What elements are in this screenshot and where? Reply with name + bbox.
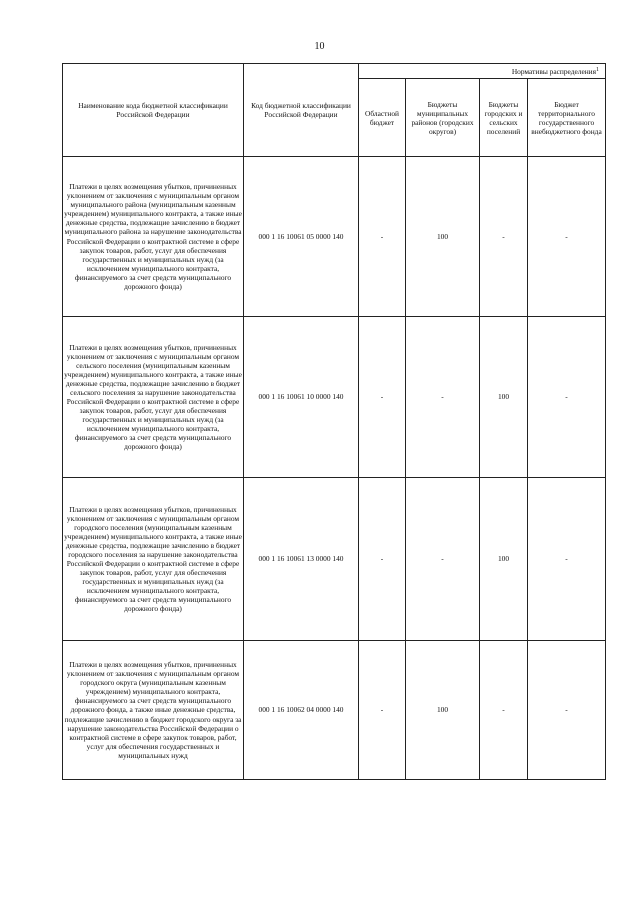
row-extra-budget: -	[528, 157, 606, 317]
row-code: 000 1 16 10061 10 0000 140	[244, 317, 359, 478]
row-urban-rural: 100	[480, 317, 528, 478]
header-norms-group	[359, 64, 606, 79]
row-regional: -	[359, 641, 406, 780]
header-extra-budget: Бюджет территориального государственного внебюджетного фонда	[528, 79, 606, 157]
row-urban-rural: 100	[480, 478, 528, 641]
row-regional: -	[359, 317, 406, 478]
row-urban-rural: -	[480, 641, 528, 780]
page-number: 10	[314, 41, 325, 52]
row-code: 000 1 16 10061 05 0000 140	[244, 157, 359, 317]
row-municipal: 100	[406, 157, 480, 317]
row-extra-budget: -	[528, 641, 606, 780]
row-name: Платежи в целях возмещения убытков, причиненных уклонением от заключения с муниципальным органом городского округа (муниципальным казенным учреждением) муниципального контракта, финансируемого за счет средств муниципального дорожного фонда, а также иные денежные средства, подлежащие зачислению в бюджет городского округа за нарушение законодательства Российской Федерации о контрактной системе в сфере закупок товаров, работ, услуг для обеспечения государственных и муниципальных нужд	[63, 641, 244, 780]
row-name: Платежи в целях возмещения убытков, причиненных уклонением от заключения с муниципальным органом муниципального района (муниципальным казенным учреждением) муниципального контракта, а также иные денежные средства, подлежащие зачислению в бюджет муниципального района за нарушение законодательства Российской Федерации о контрактной системе в сфере закупок товаров, работ, услуг для обеспечения государственных и муниципальных нужд (за исключением муниципального контракта, финансируемого за счет средств муниципального дорожного фонда)	[63, 157, 244, 317]
budget-classification-table	[62, 63, 606, 780]
row-regional: -	[359, 478, 406, 641]
row-code: 000 1 16 10062 04 0000 140	[244, 641, 359, 780]
row-code: 000 1 16 10061 13 0000 140	[244, 478, 359, 641]
row-extra-budget: -	[528, 317, 606, 478]
row-municipal: -	[406, 317, 480, 478]
row-municipal: 100	[406, 641, 480, 780]
header-municipal-districts: Бюджеты муниципальных районов (городских округов)	[406, 79, 480, 157]
row-regional: -	[359, 157, 406, 317]
row-name: Платежи в целях возмещения убытков, причиненных уклонением от заключения с муниципальным органом городского поселения (муниципальным казенным учреждением) муниципального контракта, а также иные денежные средства, подлежащие зачислению в бюджет городского поселения за нарушение законодательства Российской Федерации о контрактной системе в сфере закупок товаров, работ, услуг для обеспечения государственных и муниципальных нужд (за исключением муниципального контракта, финансируемого за счет средств муниципального дорожного фонда)	[63, 478, 244, 641]
row-extra-budget: -	[528, 478, 606, 641]
table-row	[63, 478, 606, 641]
header-norms-label: Нормативы распределения	[511, 66, 597, 76]
table-row	[63, 317, 606, 478]
header-regional: Областной бюджет	[359, 79, 406, 157]
table-row	[63, 641, 606, 780]
header-urban-rural: Бюджеты городских и сельских поселений	[480, 79, 528, 157]
table-row	[63, 157, 606, 317]
header-name: Наименование кода бюджетной классификации Российской Федерации	[63, 64, 244, 157]
header-norms-mark: 1	[596, 66, 600, 73]
header-code: Код бюджетной классификации Российской Федерации	[244, 64, 359, 157]
row-urban-rural: -	[480, 157, 528, 317]
row-municipal: -	[406, 478, 480, 641]
row-name: Платежи в целях возмещения убытков, причиненных уклонением от заключения с муниципальным органом сельского поселения (муниципальным казенным учреждением) муниципального контракта, а также иные денежные средства, подлежащие зачислению в бюджет сельского поселения за нарушение законодательства Российской Федерации о контрактной системе в сфере закупок товаров, работ, услуг для обеспечения государственных и муниципальных нужд (за исключением муниципального контракта, финансируемого за счет средств муниципального дорожного фонда)	[63, 317, 244, 478]
